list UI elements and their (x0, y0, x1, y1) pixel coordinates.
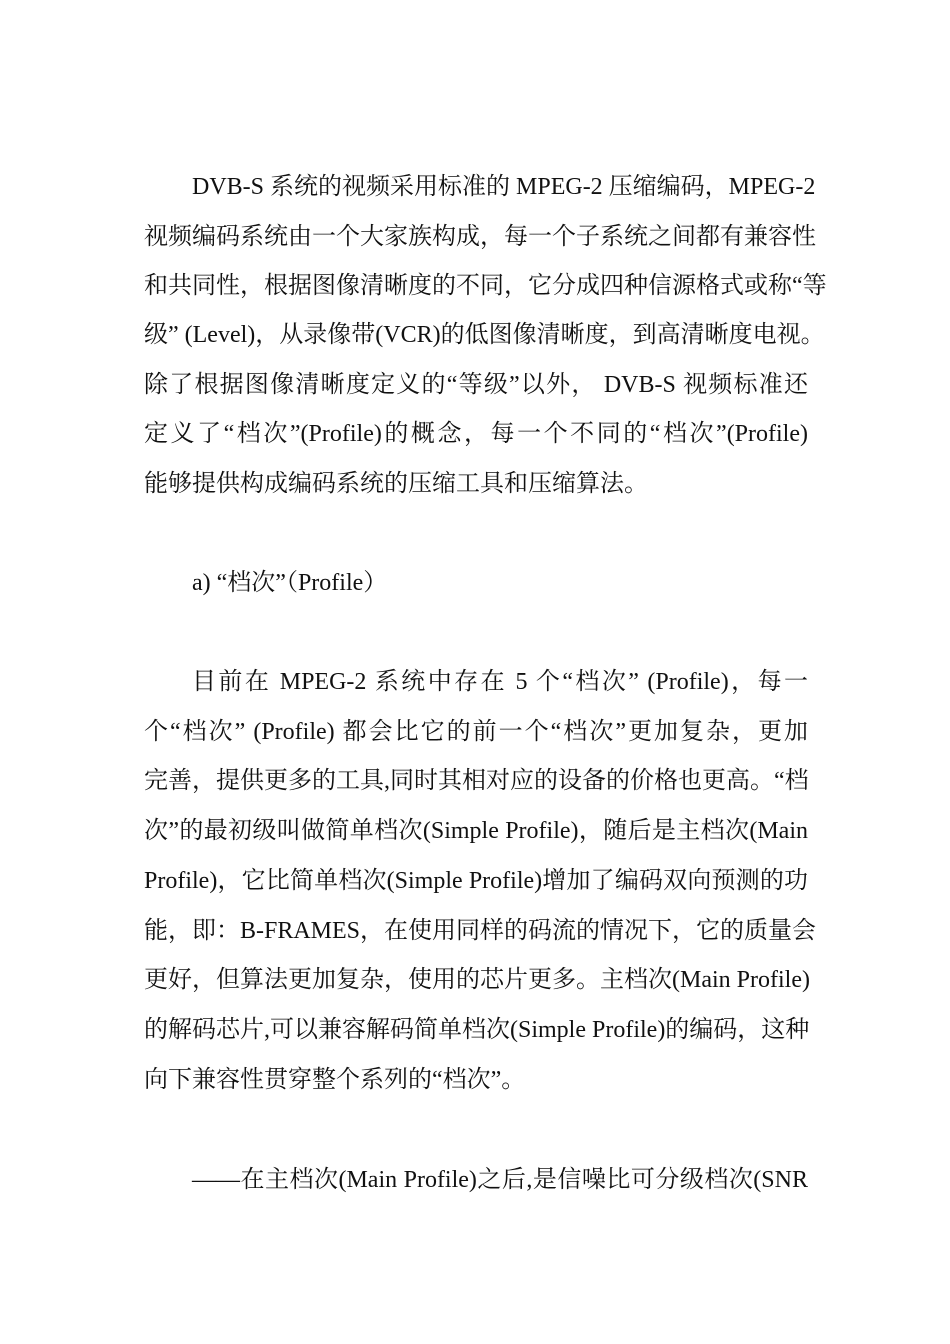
paragraph-3-line: ——在主档次(Main Profile)之后,是信噪比可分级档次(SNR (192, 1167, 808, 1193)
paragraph-2-line: 个“档次” (Profile) 都会比它的前一个“档次”更加复杂，更加 (144, 719, 808, 745)
paragraph-2-line: 完善，提供更多的工具,同时其相对应的设备的价格也更高。“档 (144, 768, 809, 794)
paragraph-2-line: 更好，但算法更加复杂，使用的芯片更多。主档次(Main Profile) (144, 967, 810, 993)
paragraph-1-line: DVB-S 系统的视频采用标准的 MPEG-2 压缩编码，MPEG-2 (192, 174, 816, 200)
paragraph-2-line: 向下兼容性贯穿整个系列的“档次”。 (144, 1067, 526, 1093)
paragraph-2-line: 的解码芯片,可以兼容解码简单档次(Simple Profile)的编码，这种 (144, 1017, 810, 1043)
paragraph-2-line: 目前在 MPEG-2 系统中存在 5 个“档次” (Profile)，每一 (192, 669, 808, 695)
paragraph-1-line: 除了根据图像清晰度定义的“等级”以外， DVB-S 视频标准还 (144, 372, 808, 398)
paragraph-1-line: 定义了“档次”(Profile)的概念，每一个不同的“档次”(Profile) (144, 421, 808, 447)
paragraph-1-line: 级” (Level)，从录像带(VCR)的低图像清晰度，到高清晰度电视。 (144, 322, 825, 348)
paragraph-1-line: 和共同性，根据图像清晰度的不同，它分成四种信源格式或称“等 (144, 273, 827, 299)
section-heading-a: a) “档次”（Profile） (192, 570, 388, 596)
paragraph-1-line: 能够提供构成编码系统的压缩工具和压缩算法。 (144, 471, 648, 497)
paragraph-1-line: 视频编码系统由一个大家族构成，每一个子系统之间都有兼容性 (144, 224, 816, 250)
paragraph-2-line: 能，即：B-FRAMES，在使用同样的码流的情况下，它的质量会 (144, 918, 817, 944)
paragraph-2-line: 次”的最初级叫做简单档次(Simple Profile)，随后是主档次(Main (144, 818, 808, 844)
paragraph-2-line: Profile)，它比简单档次(Simple Profile)增加了编码双向预测的功 (144, 868, 808, 894)
